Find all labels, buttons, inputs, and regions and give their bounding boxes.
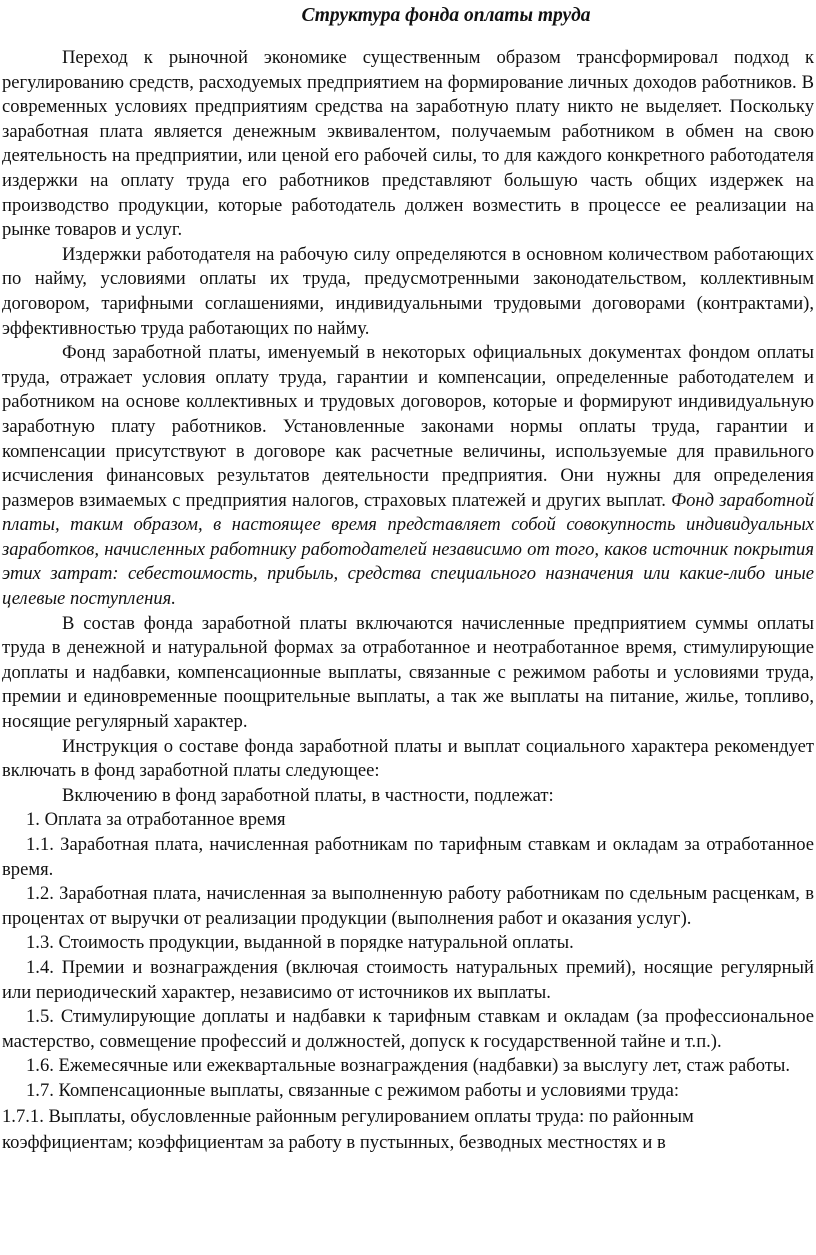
paragraph-tail: 1.7.1. Выплаты, обусловленные районным регулированием оплаты труда: по районным коэффициентам; коэффициентам за работу в пустынных, безводных местностях и в	[2, 1105, 694, 1153]
paragraph-market-transition: Переход к рыночной экономике существенным образом трансформировал подход к регулированию средств, расходуемых предприятием на формирование личных доходов работников. В современных условиях предприятиям средства на заработную плату никто не выделяет. Поскольку заработная плата является денежным эквивалентом, получаемым работником в обмен на свою деятельность на предприятии, или ценой его рабочей силы, то для каждого конкретного работодателя издержки на оплату труда его работников представляют большую часть общих издержек на производство продукции, которые работодатель должен возместить в процессе ее реализации на рынке товаров и услуг.	[2, 47, 814, 241]
list-item: 1.1. Заработная плата, начисленная работникам по тарифным ставкам и окладам за отработанное время.	[2, 834, 814, 880]
paragraph-employer-costs: Издержки работодателя на рабочую силу определяются в основном количеством работающих по найму, условиями оплаты их труда, предусмотренными законодательством, коллективным договором, тарифными соглашениями, индивидуальными трудовыми договорами (контрактами), эффективностью труда работающих по найму.	[2, 243, 814, 339]
list-item: 1.3. Стоимость продукции, выданной в порядке натуральной оплаты.	[26, 932, 574, 954]
paragraph-wage-fund-italic: Фонд заработной платы, таким образом, в настоящее время представляет собой совокупность индивидуальных заработков, начисленных работнику работодателей независимо от того, каков источник покрытия этих затрат: себестоимость, прибыль, средства специального назначения или какие-либо иные целевые поступления.	[2, 489, 815, 610]
paragraph-fund-composition: В состав фонда заработной платы включаются начисленные предприятием суммы оплаты труда в денежной и натуральной формах за отработанное и неотработанное время, стимулирующие доплаты и надбавки, компенсационные выплаты, связанные с режимом работы и условиями труда, премии и единовременные поощрительные выплаты, а так же выплаты на питание, жилье, топливо, носящие регулярный характер.	[2, 612, 814, 733]
paragraph-instruction: Инструкция о составе фонда заработной платы и выплат социального характера рекомендует включать в фонд заработной платы следующее:	[2, 735, 814, 782]
paragraph-wage-fund-text: Фонд заработной платы, именуемый в некоторых официальных документах фондом оплаты труда, отражает условия оплату труда, гарантии и компенсации, определенные работодателем и работником на основе коллективных и трудовых договоров, которые и формируют индивидуальную заработную плату работников. Установленные законами нормы оплаты труда, гарантии и компенсации присутствуют в договоре как расчетные величины, используемые для правильного исчисления финансовых результатов деятельности предприятия. Они нужны для определения размеров взимаемых с предприятия налогов, страховых платежей и других выплат.	[2, 342, 814, 511]
list-item: 1.7. Компенсационные выплаты, связанные с режимом работы и условиями труда:	[26, 1079, 680, 1101]
document-title: Структура фонда оплаты труда	[301, 5, 591, 26]
list-item: 1.2. Заработная плата, начисленная за выполненную работу работникам по сдельным расценкам, в процентах от выручки от реализации продукции (выполнения работ и оказания услуг).	[2, 883, 814, 929]
list-item: 1.5. Стимулирующие доплаты и надбавки к тарифным ставкам и окладам (за профессиональное мастерство, совмещение профессий и должностей, допуск к государственной тайне и т.п.).	[2, 1006, 814, 1052]
list-item: 1.6. Ежемесячные или ежеквартальные вознаграждения (надбавки) за выслугу лет, стаж работы.	[26, 1055, 791, 1077]
paragraph-wage-fund	[2, 341, 814, 612]
list-item: 1. Оплата за отработанное время	[26, 809, 286, 831]
list-item: 1.4. Премии и вознаграждения (включая стоимость натуральных премий), носящие регулярный или периодический характер, независимо от источников их выплаты.	[2, 956, 814, 1003]
paragraph-inclusion-intro: Включению в фонд заработной платы, в частности, подлежат:	[62, 784, 554, 806]
